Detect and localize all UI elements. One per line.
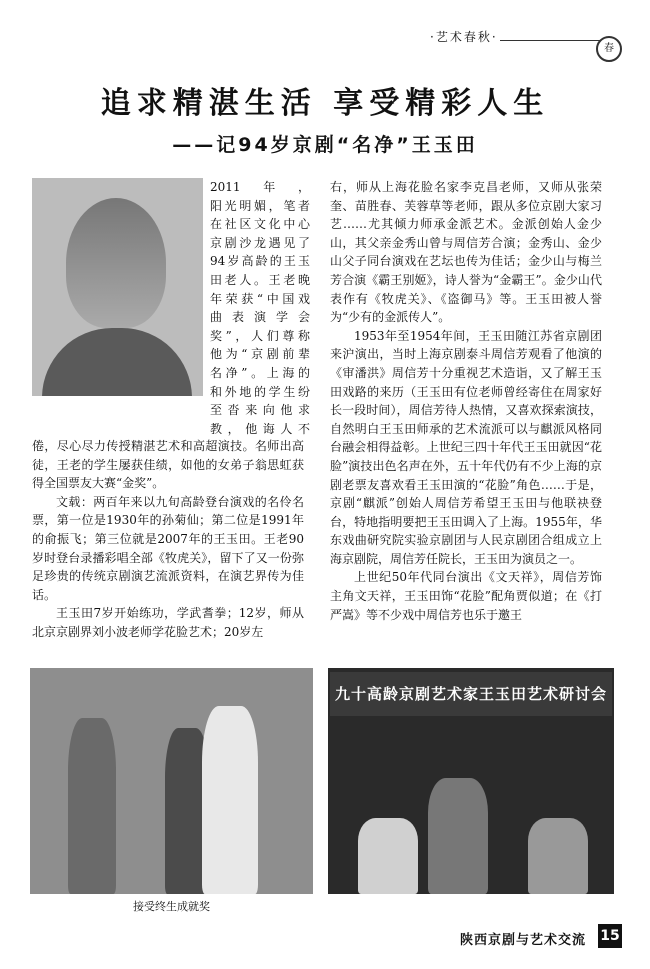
- paragraph: 王玉田7岁开始练功，学武耆拳；12岁，师从北京京剧界刘小波老师学花脸艺术；20岁左: [32, 606, 304, 639]
- award-photo: [30, 668, 313, 894]
- wrap-line: 名净”。上海的: [210, 365, 310, 380]
- paragraph: 倦，尽心尽力传授精湛艺术和高超演技。名师出高徒，王老的学生屡获佳绩，如他的女弟子翁思虹获得全国票友大赛“金奖”。: [32, 439, 304, 491]
- wrap-line: 京剧沙龙遇见了: [210, 235, 310, 250]
- wrap-line: 年荣获“中国戏: [210, 291, 310, 306]
- right-column: [330, 178, 602, 624]
- wrap-line: 曲表演学会: [210, 310, 310, 325]
- wrap-line: 在社区文化中心: [210, 217, 310, 232]
- left-wrap-column: [210, 178, 310, 438]
- wrap-line: 阳光明媚，笔者: [210, 198, 310, 213]
- wrap-line: 教，他诲人不: [210, 421, 310, 436]
- article-subtitle: ——记94岁京剧“名净”王玉田: [172, 134, 478, 156]
- portrait-photo: [32, 178, 203, 396]
- left-column: [32, 437, 304, 642]
- wrap-line: 2011年，: [210, 180, 310, 194]
- article-title: 追求精湛生活 享受精彩人生: [100, 86, 550, 121]
- paragraph: 文载：两百年来以九旬高龄登台演戏的名伶名票，第一位是1930年的孙菊仙；第二位是1991年的俞振飞；第三位就是2007年的王玉田。王老90岁时登台录播彩唱全部《牧虎关》，留下了又一份弥足珍贵的传统京剧演艺流派资料，在演艺界传为佳话。: [32, 494, 304, 602]
- photo-caption: 接受终生成就奖: [133, 900, 210, 913]
- wrap-line: 奖”，人们尊称: [210, 328, 310, 343]
- publication-name: 陕西京剧与艺术交流: [460, 933, 587, 948]
- emblem-icon: 春: [596, 36, 622, 62]
- section-title: ·艺术春秋·: [430, 30, 498, 44]
- wrap-line: 田老人。王老晚: [210, 272, 310, 287]
- paragraph: 上世纪50年代同台演出《文天祥》，周信芳饰主角文天祥，王玉田饰“花脸”配角贾似道；在《打严嵩》等不少戏中周信芳也乐于邀王: [330, 570, 602, 622]
- wrap-line: 94岁高龄的王玉: [210, 254, 310, 269]
- seminar-banner: 九十高龄京剧艺术家王玉田艺术研讨会: [330, 672, 612, 716]
- page-number: 15: [598, 924, 622, 948]
- wrap-lines: [210, 178, 310, 438]
- paragraph: 1953年至1954年间，王玉田随江苏省京剧团来沪演出，当时上海京剧泰斗周信芳观看了他演的《审潘洪》周信芳十分重视艺术造诣，又了解王玉田戏路的来历（王玉田有位老师曾经寄住在周家好长一段时间），周信芳待人热情，又喜欢探索演技，自然明白王玉田师承的艺术流派可以与麒派风格同台融会相得益彰。上世纪三四十年代王玉田就因“花脸”演技出色名声在外，五十年代仍有不少上海的京剧老票友喜欢看王玉田演的“花脸”角色……于是，京剧“麒派”创始人周信芳希望王玉田与他联袂登台，特地指明要把王玉田调入了上海。1955年，华东戏曲研究院实验京剧团与人民京剧团合组成立上海京剧院，周信芳任院长，王玉田为演员之一。: [330, 328, 602, 566]
- wrap-line: 至沓来向他求: [210, 403, 310, 418]
- paragraph: 右，师从上海花脸名家李克昌老师，又师从张荣奎、苗胜春、芙蓉草等老师，跟从多位京剧大家习艺……尤其倾力师承金派艺术。金派创始人金少山，其父亲金秀山曾与周信芳合演；金秀山、金少山父子同台演戏在艺坛也传为佳话；金少山与梅兰芳合演《霸王别姬》，诗人誉为“金霸王”。金少山代表作有《牧虎关》、《盗御马》等。王玉田被人誉为“少有的金派传人”。: [330, 180, 602, 325]
- header-rule: [500, 40, 600, 53]
- wrap-line: 和外地的学生纷: [210, 384, 310, 399]
- wrap-line: 他为“京剧前辈: [210, 347, 310, 362]
